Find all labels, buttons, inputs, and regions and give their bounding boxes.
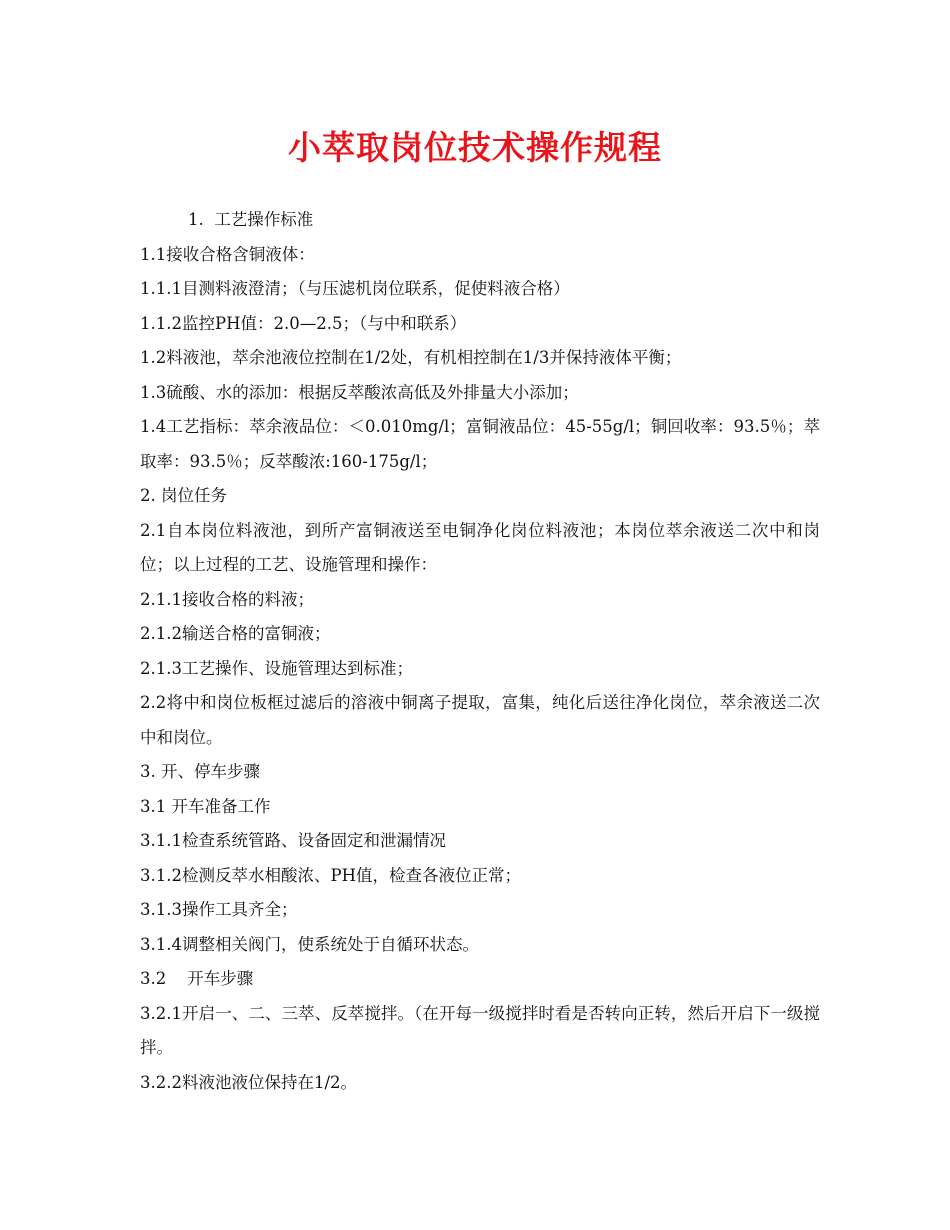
paragraph-3-2: 3.2 开车步骤: [140, 969, 254, 988]
paragraph-2-1-1: 2.1.1接收合格的料液；: [140, 589, 314, 609]
paragraph-2-1: 2.1自本岗位料液池，到所产富铜液送至电铜净化岗位料液池；本岗位萃余液送二次中和岗位；以上过程的工艺、设施管理和操作：: [140, 520, 820, 574]
document-title: 小萃取岗位技术操作规程: [288, 128, 662, 167]
paragraph-3-1-4: 3.1.4调整相关阀门，使系统处于自循环状态。: [140, 934, 479, 954]
paragraph-3-1-2: 3.1.2检测反萃水相酸浓、PH值，检查各液位正常；: [140, 865, 521, 885]
paragraph-1-2: 1.2料液池，萃余池液位控制在1/2处，有机相控制在1/3并保持液体平衡；: [140, 348, 682, 367]
section-heading-2: 2. 岗位任务: [140, 486, 227, 505]
paragraph-1-1-2: 1.1.2监控PH值：2.0—2.5；（与中和联系）: [140, 313, 467, 333]
paragraph-1-3: 1.3硫酸、水的添加：根据反萃酸浓高低及外排量大小添加；: [140, 382, 579, 402]
paragraph-2-1-2: 2.1.2输送合格的富铜液；: [140, 624, 331, 643]
paragraph-3-2-1: 3.2.1开启一、二、三萃、反萃搅拌。（在开每一级搅拌时看是否转向正转，然后开启下一级搅拌。: [140, 1003, 820, 1057]
paragraph-1-4: 1.4工艺指标：萃余液品位：＜0.010mg/l；富铜液品位：45-55g/l；铜回收率：93.5％；萃取率：93.5％；反萃酸浓:160-175g/l；: [140, 417, 820, 471]
paragraph-2-1-3: 2.1.3工艺操作、设施管理达到标准；: [140, 658, 413, 678]
document-body: [140, 203, 820, 1100]
paragraph-3-2-2: 3.2.2料液池液位保持在1/2。: [140, 1072, 358, 1092]
section-heading-1: 1. 工艺操作标准: [188, 210, 314, 229]
paragraph-1-1: 1.1接收合格含铜液体：: [140, 244, 315, 264]
paragraph-3-1-3: 3.1.3操作工具齐全；: [140, 900, 298, 919]
paragraph-3-1-1: 3.1.1检查系统管路、设备固定和泄漏情况: [140, 831, 446, 850]
paragraph-2-2: 2.2将中和岗位板框过滤后的溶液中铜离子提取，富集，纯化后送往净化岗位，萃余液送二次中和岗位。: [140, 693, 820, 747]
paragraph-3-1: 3.1 开车准备工作: [140, 796, 271, 816]
section-heading-3: 3. 开、停车步骤: [140, 762, 260, 781]
paragraph-1-1-1: 1.1.1目测料液澄清；（与压滤机岗位联系，促使料液合格）: [140, 279, 570, 298]
